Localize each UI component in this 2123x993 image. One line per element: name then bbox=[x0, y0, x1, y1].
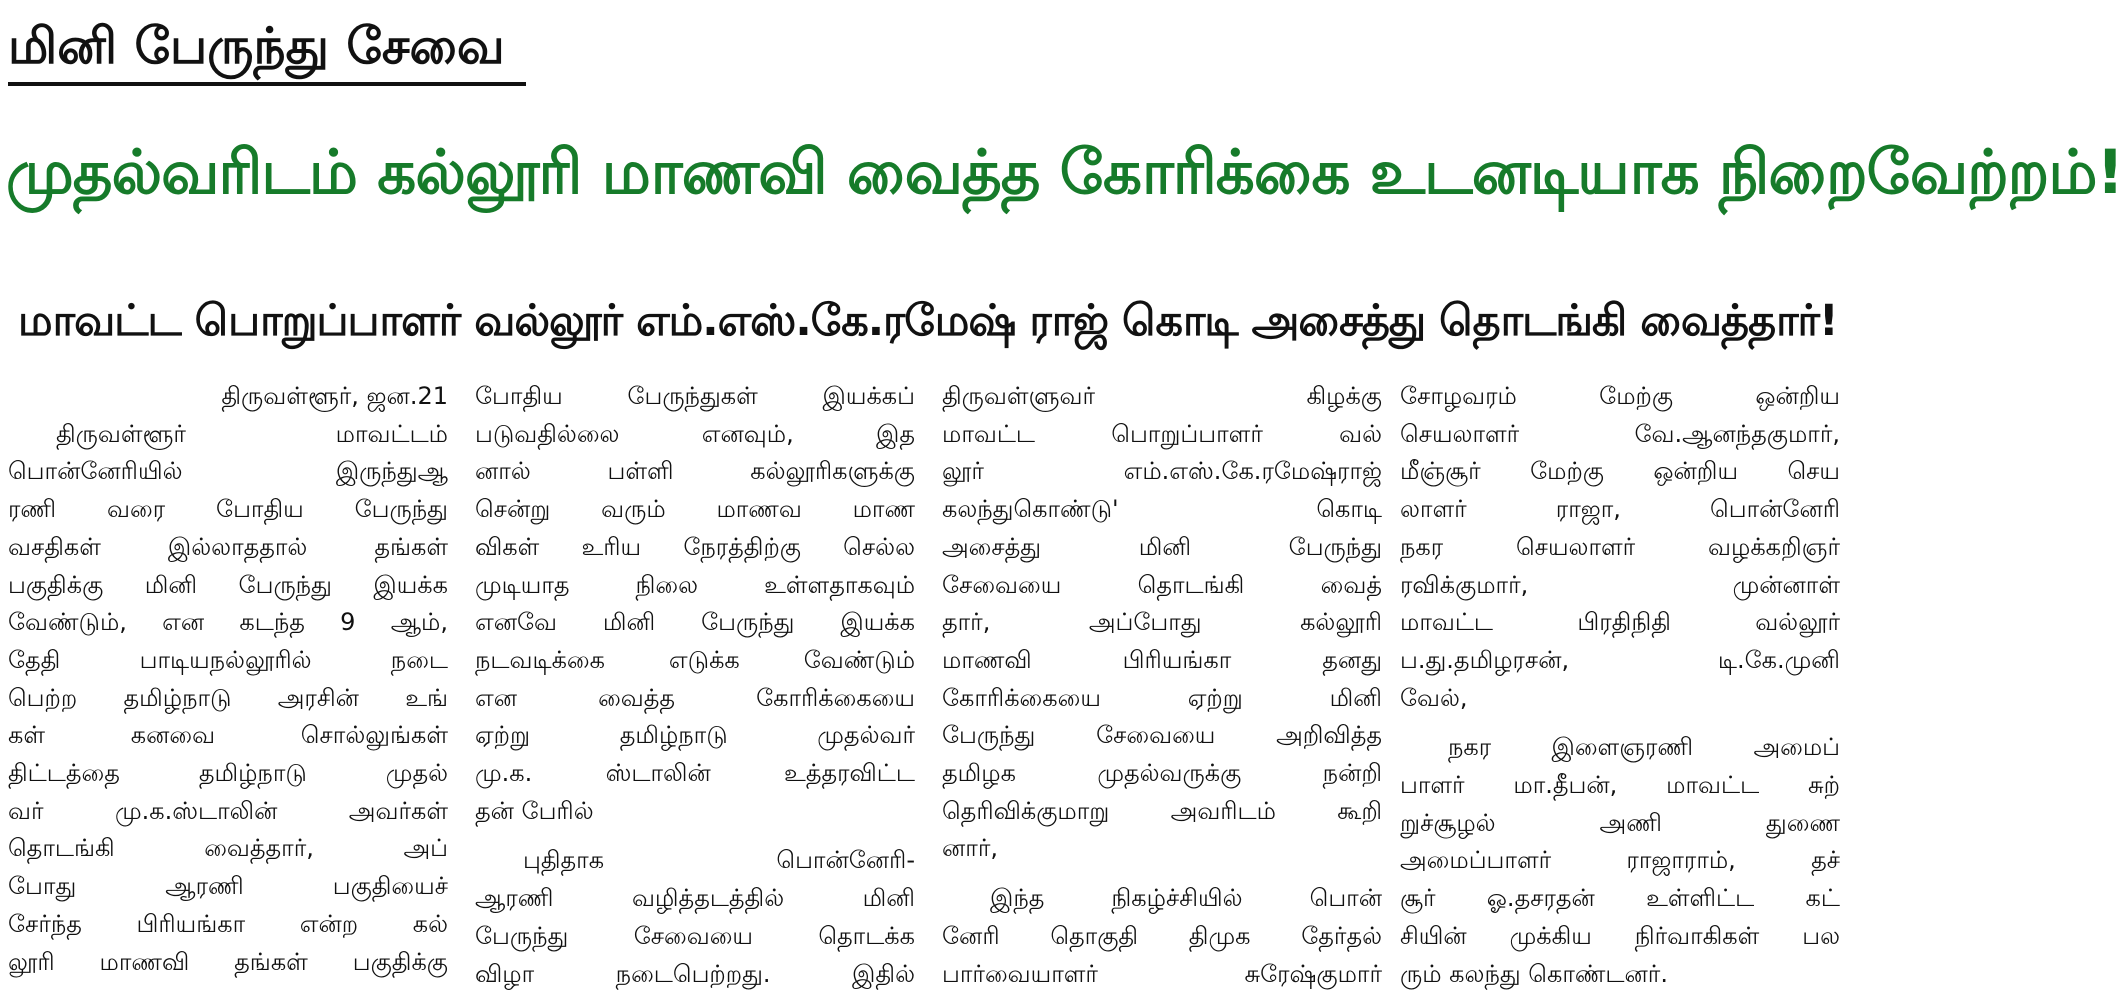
paragraph-line: பாளர் மா.தீபன், மாவட்ட சுற் bbox=[1400, 771, 1840, 800]
paragraph-line: அசைத்து மினி பேருந்து bbox=[942, 532, 1382, 561]
paragraph-line: ஆரணி வழித்தடத்தில் மினி bbox=[475, 884, 915, 913]
paragraph-line: சியின் முக்கிய நிர்வாகிகள் பல bbox=[1400, 921, 1840, 950]
paragraph-line: மாணவி பிரியங்கா தனது bbox=[942, 645, 1382, 674]
article-column-1 bbox=[8, 378, 448, 976]
paragraph-line: மீஞ்சூர் மேற்கு ஒன்றிய செய bbox=[1400, 457, 1840, 486]
paragraph-line: சூர் ஓ.தசரதன் உள்ளிட்ட கட் bbox=[1400, 884, 1840, 913]
article-body bbox=[8, 378, 1840, 988]
paragraph-line: எனவே மினி பேருந்து இயக்க bbox=[475, 608, 915, 637]
paragraph-line: வசதிகள் இல்லாததால் தங்கள் bbox=[8, 532, 448, 561]
paragraph-line: வேண்டும், என கடந்த 9 ஆம், bbox=[8, 608, 448, 637]
paragraph-line: றுச்சூழல் அணி துணை bbox=[1400, 808, 1840, 837]
paragraph-line: கலந்துகொண்டு' கொடி bbox=[942, 495, 1382, 524]
paragraph-line: னால் பள்ளி கல்லூரிகளுக்கு bbox=[475, 457, 915, 486]
paragraph-line: நகர செயலாளர் வழக்கறிஞர் bbox=[1400, 532, 1840, 561]
article-column-4 bbox=[1400, 378, 1840, 988]
paragraph-line: புதிதாக பொன்னேரி- bbox=[523, 846, 915, 875]
paragraph-line: மு.க. ஸ்டாலின் உத்தரவிட்ட bbox=[475, 759, 915, 788]
paragraph-line: னார், bbox=[942, 834, 998, 863]
paragraph-line: மாவட்ட பொறுப்பாளர் வல் bbox=[942, 419, 1382, 448]
paragraph-line: விகள் உரிய நேரத்திற்கு செல்ல bbox=[475, 532, 915, 561]
paragraph-line: சோழவரம் மேற்கு ஒன்றிய bbox=[1400, 382, 1840, 410]
paragraph-line: கள் கனவை சொல்லுங்கள் bbox=[8, 721, 448, 750]
paragraph-line: தெரிவிக்குமாறு அவரிடம் கூறி bbox=[942, 796, 1382, 825]
paragraph-break bbox=[1400, 717, 1840, 729]
dateline: திருவள்ளூர், ஜன.21 bbox=[221, 382, 448, 410]
paragraph-line: ப.து.தமிழரசன், டி.கே.முனி bbox=[1400, 645, 1840, 674]
subheadline: மாவட்ட பொறுப்பாளர் வல்லூர் எம்.எஸ்.கே.ரமேஷ் ராஜ் கொடி அசைத்து தொடங்கி வைத்தார்! bbox=[18, 296, 1838, 346]
paragraph-line: லாளர் ராஜா, பொன்னேரி bbox=[1400, 495, 1840, 524]
paragraph-line: போது ஆரணி பகுதியைச் bbox=[8, 872, 448, 901]
paragraph-line: படுவதில்லை எனவும், இத bbox=[475, 419, 915, 448]
paragraph-line: ரும் கலந்து கொண்டனர். bbox=[1400, 959, 1668, 988]
paragraph-line: விழா நடைபெற்றது. இதில் bbox=[475, 959, 915, 988]
section-kicker: மினி பேருந்து சேவை bbox=[8, 17, 505, 75]
paragraph-line: னேரி தொகுதி திமுக தேர்தல் bbox=[942, 921, 1382, 950]
kicker-underline bbox=[8, 82, 526, 86]
paragraph-line: சேவையை தொடங்கி வைத் bbox=[942, 570, 1382, 599]
paragraph-line: ரவிக்குமார், முன்னாள் bbox=[1400, 570, 1840, 599]
paragraph-line: பேருந்து சேவையை அறிவித்த bbox=[942, 721, 1382, 750]
paragraph-line: லூரி மாணவி தங்கள் பகுதிக்கு bbox=[8, 947, 448, 976]
paragraph-line: திருவள்ளூர் மாவட்டம் bbox=[56, 419, 448, 448]
paragraph-line: போதிய பேருந்துகள் இயக்கப் bbox=[475, 382, 915, 410]
paragraph-line: ரணி வரை போதிய பேருந்து bbox=[8, 495, 448, 524]
paragraph-line: தொடங்கி வைத்தார், அப் bbox=[8, 834, 448, 863]
paragraph-line: செயலாளர் வே.ஆனந்தகுமார், bbox=[1400, 419, 1840, 448]
paragraph-line: வர் மு.க.ஸ்டாலின் அவர்கள் bbox=[8, 796, 448, 825]
headline: முதல்வரிடம் கல்லூரி மாணவி வைத்த கோரிக்கை உடனடியாக நிறைவேற்றம்! bbox=[6, 137, 2123, 208]
article-column-2 bbox=[475, 378, 915, 988]
paragraph-line: லூர் எம்.எஸ்.கே.ரமேஷ்ராஜ் bbox=[942, 457, 1382, 486]
paragraph-line: வேல், bbox=[1400, 683, 1468, 712]
paragraph-line: தார், அப்போது கல்லூரி bbox=[942, 608, 1382, 637]
paragraph-line: திட்டத்தை தமிழ்நாடு முதல் bbox=[8, 759, 448, 788]
paragraph-line: என வைத்த கோரிக்கையை bbox=[475, 683, 915, 712]
paragraph-line: பெற்ற தமிழ்நாடு அரசின் உங் bbox=[8, 683, 448, 712]
paragraph-line: தேதி பாடியநல்லூரில் நடை bbox=[8, 645, 448, 674]
paragraph-line: தன் பேரில் bbox=[475, 796, 594, 825]
paragraph-line: ஏற்று தமிழ்நாடு முதல்வர் bbox=[475, 721, 915, 750]
paragraph-line: அமைப்பாளர் ராஜாராம், தச் bbox=[1400, 846, 1840, 875]
article-column-3 bbox=[942, 378, 1382, 988]
paragraph-line: நகர இளைஞரணி அமைப் bbox=[1448, 733, 1840, 762]
paragraph-line: பேருந்து சேவையை தொடக்க bbox=[475, 921, 915, 950]
paragraph-break bbox=[942, 868, 1382, 880]
paragraph-line: மாவட்ட பிரதிநிதி வல்லூர் bbox=[1400, 608, 1840, 637]
paragraph-line: சேர்ந்த பிரியங்கா என்ற கல் bbox=[8, 909, 448, 938]
paragraph-line: சென்று வரும் மாணவ மாண bbox=[475, 495, 915, 524]
paragraph-line: இந்த நிகழ்ச்சியில் பொன் bbox=[990, 884, 1382, 913]
paragraph-line: பார்வையாளர் சுரேஷ்குமார் bbox=[942, 959, 1382, 988]
paragraph-line: தமிழக முதல்வருக்கு நன்றி bbox=[942, 759, 1382, 788]
paragraph-line: நடவடிக்கை எடுக்க வேண்டும் bbox=[475, 645, 915, 674]
paragraph-line: பகுதிக்கு மினி பேருந்து இயக்க bbox=[8, 570, 448, 599]
paragraph-line: முடியாத நிலை உள்ளதாகவும் bbox=[475, 570, 915, 599]
paragraph-line: திருவள்ளுவர் கிழக்கு bbox=[942, 382, 1382, 410]
paragraph-line: பொன்னேரியில் இருந்துஆ bbox=[8, 457, 448, 486]
paragraph-break bbox=[475, 830, 915, 842]
paragraph-line: கோரிக்கையை ஏற்று மினி bbox=[942, 683, 1382, 712]
